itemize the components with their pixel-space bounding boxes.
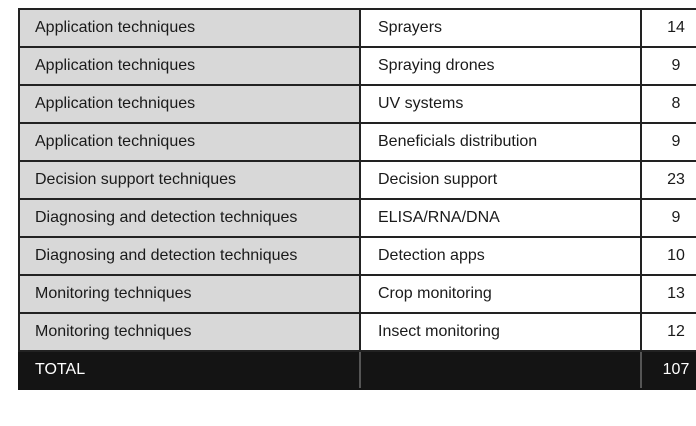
count-cell: 9: [641, 47, 696, 85]
technique-cell: Spraying drones: [360, 47, 641, 85]
technique-cell: Decision support: [360, 161, 641, 199]
category-cell: Monitoring techniques: [19, 313, 360, 351]
table-row: [19, 313, 696, 351]
total-row: [19, 351, 696, 389]
total-value: 107: [641, 351, 696, 389]
category-cell: Decision support techniques: [19, 161, 360, 199]
category-cell: Monitoring techniques: [19, 275, 360, 313]
category-cell: Diagnosing and detection techniques: [19, 237, 360, 275]
category-cell: Application techniques: [19, 85, 360, 123]
technique-cell: Insect monitoring: [360, 313, 641, 351]
count-cell: 12: [641, 313, 696, 351]
technique-cell: UV systems: [360, 85, 641, 123]
technique-cell: ELISA/RNA/DNA: [360, 199, 641, 237]
category-cell: Diagnosing and detection techniques: [19, 199, 360, 237]
category-cell: Application techniques: [19, 9, 360, 47]
technique-cell: Detection apps: [360, 237, 641, 275]
count-cell: 8: [641, 85, 696, 123]
table-row: [19, 47, 696, 85]
table-row: [19, 199, 696, 237]
technique-cell: Sprayers: [360, 9, 641, 47]
count-cell: 10: [641, 237, 696, 275]
table-row: [19, 123, 696, 161]
count-cell: 9: [641, 123, 696, 161]
table-row: [19, 9, 696, 47]
techniques-table: [18, 8, 696, 390]
table-row: [19, 161, 696, 199]
table-row: [19, 275, 696, 313]
count-cell: 14: [641, 9, 696, 47]
count-cell: 23: [641, 161, 696, 199]
technique-cell: Crop monitoring: [360, 275, 641, 313]
category-cell: Application techniques: [19, 47, 360, 85]
count-cell: 9: [641, 199, 696, 237]
table-row: [19, 85, 696, 123]
technique-cell: Beneficials distribution: [360, 123, 641, 161]
table-row: [19, 237, 696, 275]
table-body: [19, 9, 696, 389]
count-cell: 13: [641, 275, 696, 313]
total-label: TOTAL: [19, 351, 360, 389]
total-empty-cell: [360, 351, 641, 389]
category-cell: Application techniques: [19, 123, 360, 161]
